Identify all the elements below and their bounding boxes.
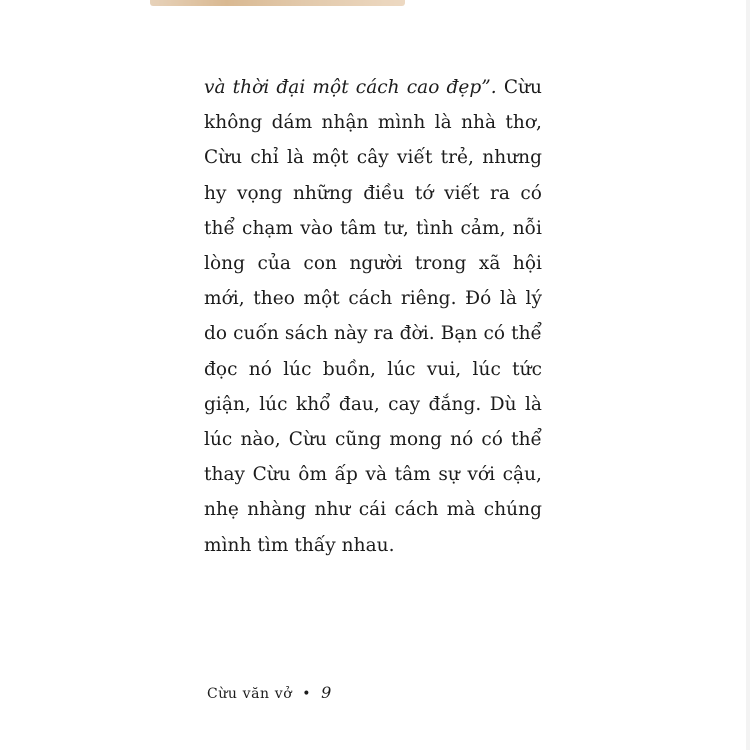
top-edge-decoration [150, 0, 405, 6]
italic-quote-ending: và thời đại một cách cao đẹp”. [204, 77, 497, 98]
body-text: Cừu không dám nhận mình là nhà thơ, Cừu chỉ là một cây viết trẻ, nhưng hy vọng những điều tớ viết ra có thể chạm vào tâm tư, tình cảm, nỗi lòng của con người trong xã hội mới, theo một cách riêng. Đó là lý do cuốn sách này ra đời. Bạn có thể đọc nó lúc buồn, lúc vui, lúc tức giận, lúc khổ đau, cay đắng. Dù là lúc nào, Cừu cũng mong nó có thể thay Cừu ôm ấp và tâm sự với cậu, nhẹ nhàng như cái cách mà chúng mình tìm thấy nhau. [204, 77, 542, 556]
page-footer [207, 683, 332, 702]
page-number: 9 [321, 683, 332, 702]
page-edge-shadow [746, 0, 750, 750]
body-paragraph [204, 70, 542, 563]
running-title: Cừu văn vở [207, 686, 293, 702]
footer-separator: • [302, 686, 312, 702]
